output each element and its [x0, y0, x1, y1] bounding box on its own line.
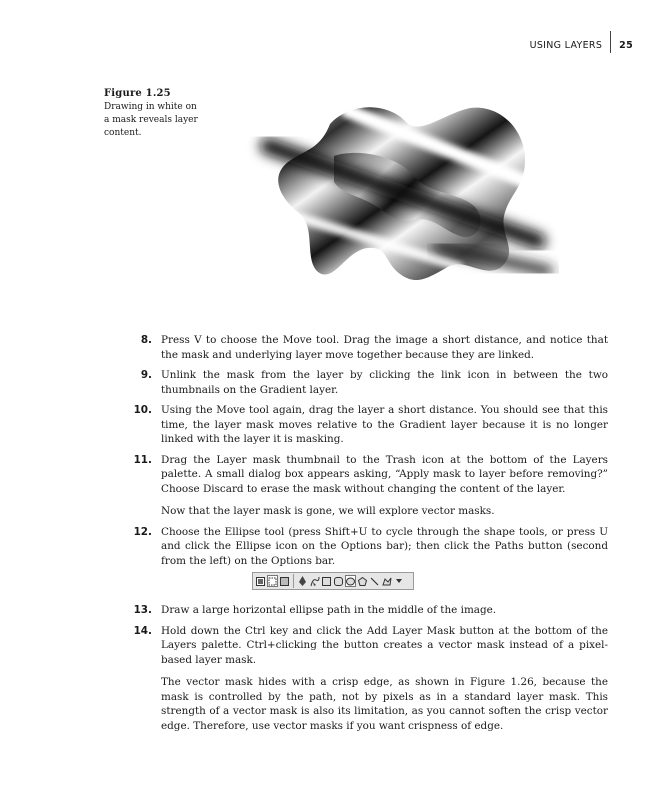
line-icon[interactable]: [369, 575, 380, 587]
step-item: [118, 603, 608, 618]
step-item: [118, 403, 608, 447]
pen-icon[interactable]: [297, 575, 308, 587]
step-item: [118, 624, 608, 734]
shape-layers-icon[interactable]: [255, 575, 266, 587]
step-number: 14.: [133, 624, 152, 637]
step-item: [118, 368, 608, 397]
step-number: 12.: [133, 525, 152, 538]
caption-line: a mask reveals layer: [104, 115, 198, 125]
step-number: 8.: [140, 334, 152, 346]
fill-pixels-icon[interactable]: [279, 575, 290, 587]
caption-line: content.: [104, 128, 142, 138]
step-item: [118, 525, 608, 569]
figure-image: [238, 96, 568, 311]
caption-line: Drawing in white on: [104, 102, 197, 112]
rectangle-icon[interactable]: [321, 575, 332, 587]
step-text: The vector mask hides with a crisp edge, as shown in Figure 1.26, because the mask is controlled by the path, not by pixels as in a standard layer mask. This strength of a vector mask is also its limitation, as you cannot soften the crisp vector edge. Therefore, use vector masks if you want crispness of edge.: [161, 676, 608, 732]
step-number: 10.: [133, 404, 152, 416]
step-text: Now that the layer mask is gone, we will explore vector masks.: [161, 505, 495, 517]
toolbar-separator: [293, 574, 294, 588]
options-bar: [252, 572, 414, 590]
freeform-pen-icon[interactable]: [309, 575, 320, 587]
steps-list-a: [118, 333, 608, 574]
rounded-rectangle-icon[interactable]: [333, 575, 344, 587]
running-head: [530, 37, 633, 53]
step-number: 11.: [133, 453, 152, 466]
step-text: Choose the Ellipse tool (press Shift+U to cycle through the shape tools, or press U and click the Ellipse icon on the Options bar); then click the Paths button (second from the left) on the Options bar.: [161, 525, 608, 567]
section-title: USING LAYERS: [529, 39, 603, 51]
figure-label: Figure 1.25: [104, 88, 171, 99]
step-number: 13.: [133, 604, 152, 616]
step-text: Hold down the Ctrl key and click the Add Layer Mask button at the bottom of the Layers palette. Ctrl+clicking the button creates a vector mask instead of a pixel-based layer mask.: [161, 624, 608, 666]
polygon-icon[interactable]: [357, 575, 368, 587]
paths-icon[interactable]: [267, 575, 278, 587]
step-item: [118, 453, 608, 519]
chevron-down-icon[interactable]: [393, 575, 404, 587]
ellipse-icon[interactable]: [345, 575, 356, 587]
step-text: Press V to choose the Move tool. Drag the image a short distance, and notice that the mask and underlying layer move together because they are linked.: [161, 334, 608, 361]
page-number: 25: [619, 39, 633, 51]
step-text: Using the Move tool again, drag the layer a short distance. You should see that this time, the layer mask moves relative to the Gradient layer because it is no longer linked with the layer it is masking.: [161, 404, 608, 445]
step-number: 9.: [140, 369, 152, 381]
step-item: [118, 333, 608, 362]
steps-list-b: [118, 603, 608, 739]
figure-caption: [104, 87, 199, 140]
step-text: Drag the Layer mask thumbnail to the Trash icon at the bottom of the Layers palette. A small dialog box appears asking, “Apply mask to layer before removing?” Choose Discard to erase the mask without changing the content of the layer.: [161, 453, 608, 495]
custom-shape-icon[interactable]: [381, 575, 392, 587]
step-text: Unlink the mask from the layer by clicking the link icon in between the two thumbnails on the Gradient layer.: [161, 369, 608, 396]
step-text: Draw a large horizontal ellipse path in the middle of the image.: [161, 604, 497, 616]
